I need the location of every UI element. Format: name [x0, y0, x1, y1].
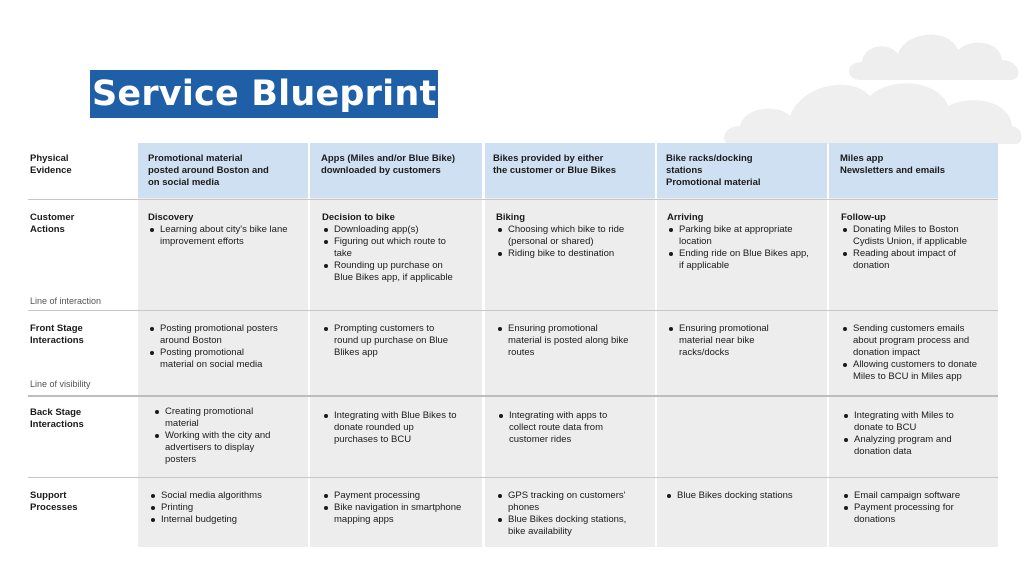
customer-action-decision — [322, 212, 462, 284]
support-5 — [842, 490, 982, 526]
list-item: Payment processing for donations — [842, 502, 982, 526]
physical-evidence-1: Promotional material posted around Boston and on social media — [148, 153, 269, 188]
list-item: Social media algorithms — [149, 490, 299, 502]
list-item: GPS tracking on customers' phones — [496, 490, 646, 514]
list-item: Working with the city and advertisers to display posters — [153, 430, 288, 466]
customer-action-arriving — [667, 212, 812, 272]
support-3 — [496, 490, 646, 538]
customer-action-biking — [496, 212, 646, 260]
list-item: Printing — [149, 502, 299, 514]
customer-action-follow-up — [841, 212, 981, 272]
list-item: Prompting customers to round up purchase on Blue Blikes app — [322, 323, 457, 359]
row-label-back-stage: Back Stage Interactions — [30, 407, 84, 430]
list-item: Allowing customers to donate Miles to BCU in Miles app — [841, 359, 989, 383]
customer-action-discovery — [148, 212, 298, 248]
list-item: Creating promotional material — [153, 406, 288, 430]
line-of-visibility-label: Line of visibility — [30, 379, 91, 389]
front-stage-2 — [322, 323, 457, 359]
cell-title: Decision to bike — [322, 212, 395, 223]
line-of-visibility — [28, 395, 998, 397]
front-stage-3 — [496, 323, 631, 359]
list-item: Integrating with apps to collect route data from customer rides — [497, 410, 632, 446]
list-item: Ending ride on Blue Bikes app, if applicable — [667, 248, 812, 272]
back-stage-2 — [322, 410, 457, 446]
list-item: Riding bike to destination — [496, 248, 646, 260]
list-item: Posting promotional material on social media — [148, 347, 278, 371]
back-stage-3 — [497, 410, 632, 446]
cell-title: Discovery — [148, 212, 194, 223]
cell-title: Arriving — [667, 212, 704, 223]
physical-evidence-5: Miles app Newsletters and emails — [840, 153, 946, 176]
list-item: Integrating with Blue Bikes to donate rounded up purchases to BCU — [322, 410, 457, 446]
line-of-interaction-label: Line of interaction — [30, 296, 102, 306]
list-item: Donating Miles to Boston Cydists Union, if applicable — [841, 224, 981, 248]
list-item: Payment processing — [322, 490, 472, 502]
support-4 — [665, 490, 815, 502]
cloud-decoration-middle — [720, 66, 1024, 144]
list-item: Sending customers emails about program process and donation impact — [841, 323, 989, 359]
support-1 — [149, 490, 299, 526]
row-label-support: Support Processes — [30, 490, 78, 513]
row-label-customer-actions: Customer Actions — [30, 212, 75, 235]
list-item: Figuring out which route to take — [322, 236, 462, 260]
back-stage-1 — [153, 406, 288, 466]
list-item: Blue Bikes docking stations, bike availability — [496, 514, 646, 538]
row-separator-1 — [28, 199, 998, 200]
list-item: Downloading app(s) — [322, 224, 462, 236]
list-item: Email campaign software — [842, 490, 982, 502]
physical-evidence-3: Bikes provided by either the customer or Blue Bikes — [493, 153, 617, 176]
front-stage-5 — [841, 323, 989, 383]
row-separator-4 — [28, 477, 998, 478]
list-item: Analyzing program and donation data — [842, 434, 977, 458]
front-stage-1 — [148, 323, 278, 371]
physical-evidence-4: Bike racks/docking stations Promotional material — [666, 153, 761, 188]
support-2 — [322, 490, 472, 526]
list-item: Ensuring promotional material near bike racks/docks — [667, 323, 792, 359]
cell-title: Biking — [496, 212, 526, 223]
list-item: Internal budgeting — [149, 514, 299, 526]
list-item: Rounding up purchase on Blue Bikes app, if applicable — [322, 260, 462, 284]
list-item: Posting promotional posters around Boston — [148, 323, 278, 347]
list-item: Blue Bikes docking stations — [665, 490, 815, 502]
physical-evidence-2: Apps (Miles and/or Blue Bike) downloaded by customers — [321, 153, 456, 176]
list-item: Parking bike at appropriate location — [667, 224, 812, 248]
line-of-interaction — [28, 310, 998, 311]
list-item: Learning about city's bike lane improvement efforts — [148, 224, 298, 248]
list-item: Bike navigation in smartphone mapping apps — [322, 502, 472, 526]
list-item: Reading about impact of donation — [841, 248, 981, 272]
list-item: Integrating with Miles to donate to BCU — [842, 410, 977, 434]
cell-title: Follow-up — [841, 212, 886, 223]
list-item: Ensuring promotional material is posted along bike routes — [496, 323, 631, 359]
list-item: Choosing which bike to ride (personal or shared) — [496, 224, 646, 248]
row-label-front-stage: Front Stage Interactions — [30, 323, 84, 346]
row-label-physical-evidence: Physical Evidence — [30, 153, 72, 176]
front-stage-4 — [667, 323, 792, 359]
page-title: Service Blueprint — [90, 70, 438, 118]
back-stage-5 — [842, 410, 977, 458]
